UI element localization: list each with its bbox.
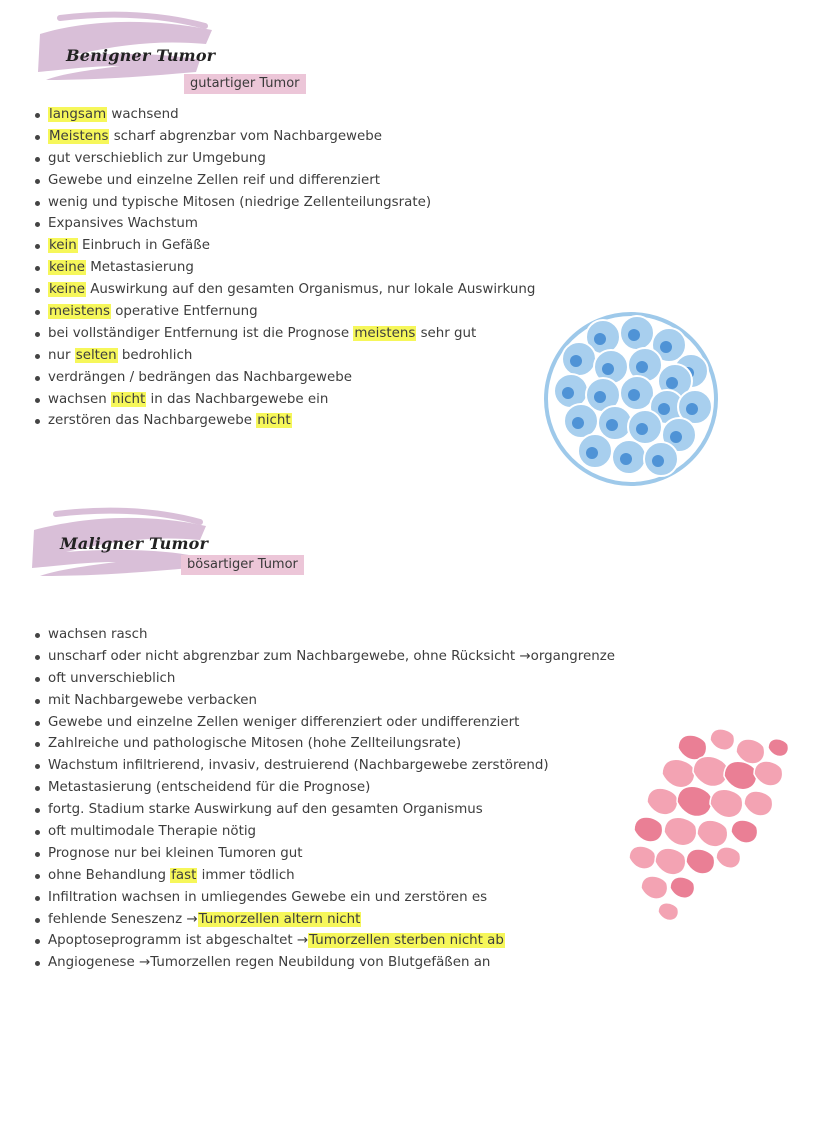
point-text: Gewebe und einzelne Zellen reif und differenziert [48, 172, 381, 188]
tumor-cell [744, 791, 773, 816]
benign-cell-nucleus [602, 363, 614, 375]
point-text: Gewebe und einzelne Zellen weniger differenziert oder undifferenziert [48, 714, 520, 730]
benign-point [32, 148, 535, 170]
highlighted-text: nicht [257, 413, 291, 429]
malignant-point [32, 777, 615, 799]
tumor-cell [693, 756, 728, 786]
malignant-point [32, 821, 615, 843]
malignant-point [32, 843, 615, 865]
highlighted-text: Tumorzellen sterben nicht ab [309, 933, 504, 949]
highlighted-text: keine [49, 260, 85, 276]
benign-point [32, 301, 535, 323]
point-text: ohne Behandlung [48, 867, 171, 883]
highlighted-text: meistens [49, 304, 110, 320]
point-text: bedrohlich [117, 347, 193, 363]
point-text: mit Nachbargewebe verbacken [48, 692, 257, 708]
highlighted-text: nicht [111, 391, 146, 407]
benign-cell-nucleus [586, 447, 598, 459]
benign-point [32, 257, 535, 279]
point-text: unscharf oder nicht abgrenzbar zum Nachbargewebe, ohne Rücksicht →organgrenze [48, 648, 616, 664]
malignant-point [32, 799, 615, 821]
malignant-point [32, 646, 615, 668]
malignant-points-list [32, 624, 615, 974]
point-text: fortg. Stadium starke Auswirkung auf den gesamten Organismus [48, 802, 483, 818]
tumor-cell [754, 761, 783, 786]
malignant-tissue-icon [618, 728, 798, 928]
malignant-point [32, 865, 615, 887]
tumor-cell [634, 817, 663, 842]
malignant-point [32, 755, 615, 777]
tumor-cell [655, 848, 686, 875]
tumor-cell [677, 786, 712, 816]
tumor-cell [670, 877, 695, 898]
point-text: verdrängen / bedrängen das Nachbargewebe [48, 369, 352, 385]
tumor-cell [697, 820, 728, 847]
highlighted-text: Meistens [49, 128, 109, 144]
point-text: gut verschieblich zur Umgebung [48, 150, 266, 166]
tumor-cell [710, 789, 743, 817]
benign-cell-cluster-icon [541, 309, 721, 489]
point-text: wachsen [48, 391, 111, 407]
benign-title: Benigner Tumor [66, 46, 216, 65]
tumor-cell [716, 847, 741, 868]
benign-cell-nucleus [636, 361, 648, 373]
point-text: Auswirkung auf den gesamten Organismus, nur lokale Auswirkung [85, 282, 536, 298]
highlighted-text: meistens [354, 325, 416, 341]
benign-cell-nucleus [670, 431, 682, 443]
benign-point [32, 170, 535, 192]
malignant-subtitle: bösartiger Tumor [181, 555, 304, 575]
benign-subtitle: gutartiger Tumor [184, 74, 306, 94]
highlighted-text: selten [75, 347, 117, 363]
point-text: fehlende Seneszenz → [48, 911, 198, 927]
tumor-cell [686, 849, 715, 874]
point-text: bei vollständiger Entfernung ist die Prognose [48, 325, 354, 341]
point-text: Prognose nur bei kleinen Tumoren gut [48, 845, 303, 861]
benign-cell-nucleus [570, 355, 582, 367]
point-text: wachsend [107, 107, 179, 122]
point-text: scharf abgrenzbar vom Nachbargewebe [109, 128, 382, 144]
malignant-point [32, 887, 615, 909]
point-text: Angiogenese →Tumorzellen regen Neubildung von Blutgefäßen an [48, 955, 491, 971]
benign-cell-nucleus [594, 391, 606, 403]
malignant-point [32, 712, 615, 734]
benign-cell-nucleus [572, 417, 584, 429]
highlighted-text: langsam [49, 107, 107, 122]
point-text: Expansives Wachstum [48, 216, 198, 232]
benign-cell-nucleus [666, 377, 678, 389]
tumor-cell [662, 759, 695, 787]
highlighted-text: kein [49, 238, 77, 254]
point-text: Zahlreiche und pathologische Mitosen (hohe Zellteilungsrate) [48, 736, 462, 752]
point-text: Apoptoseprogramm ist abgeschaltet → [48, 933, 309, 949]
highlighted-text: keine [49, 282, 85, 298]
benign-point [32, 367, 535, 389]
benign-cell-nucleus [658, 403, 670, 415]
malignant-point [32, 930, 615, 952]
tumor-cell [678, 735, 707, 760]
point-text: wenig und typische Mitosen (niedrige Zellenteilungsrate) [48, 194, 432, 210]
point-text: Infiltration wachsen in umliegendes Gewebe ein und zerstören es [48, 889, 488, 905]
point-text: Metastasierung (entscheidend für die Prognose) [48, 780, 371, 796]
tumor-cell [731, 820, 758, 843]
benign-cell-nucleus [620, 453, 632, 465]
benign-cell-nucleus [594, 333, 606, 345]
point-text: Metastasierung [85, 260, 194, 276]
tumor-cell [641, 876, 668, 899]
malignant-title: Maligner Tumor [60, 534, 209, 553]
benign-point [32, 126, 535, 148]
malignant-point [32, 690, 615, 712]
benign-point [32, 279, 535, 301]
point-text: nur [48, 347, 75, 363]
tumor-cell [664, 817, 697, 845]
tumor-cell [647, 788, 678, 815]
point-text: in das Nachbargewebe ein [146, 391, 329, 407]
tumor-cell [658, 903, 678, 921]
benign-point [32, 345, 535, 367]
point-text: Wachstum infiltrierend, invasiv, destruierend (Nachbargewebe zerstörend) [48, 758, 549, 774]
benign-point [32, 410, 535, 432]
malignant-point [32, 952, 615, 974]
benign-cell-nucleus [652, 455, 664, 467]
point-text: zerstören das Nachbargewebe [48, 413, 257, 429]
benign-point [32, 213, 535, 235]
tumor-cell [629, 846, 656, 869]
point-text: operative Entfernung [110, 304, 258, 320]
malignant-point [32, 668, 615, 690]
benign-cell-nucleus [628, 389, 640, 401]
benign-cell-nucleus [628, 329, 640, 341]
highlighted-text: fast [171, 867, 197, 883]
benign-cell-nucleus [686, 403, 698, 415]
benign-cell-nucleus [636, 423, 648, 435]
benign-points-list [32, 104, 535, 432]
benign-point [32, 192, 535, 214]
point-text: Einbruch in Gefäße [77, 238, 210, 254]
point-text: immer tödlich [197, 867, 295, 883]
malignant-point [32, 909, 615, 931]
point-text: oft unverschieblich [48, 670, 176, 686]
benign-cell-nucleus [660, 341, 672, 353]
malignant-point [32, 624, 615, 646]
benign-point [32, 323, 535, 345]
tumor-cell [768, 739, 788, 757]
benign-point [32, 104, 535, 126]
tumor-cell [736, 739, 765, 764]
benign-point [32, 389, 535, 411]
benign-cell-nucleus [606, 419, 618, 431]
point-text: oft multimodale Therapie nötig [48, 824, 257, 840]
tumor-cell [724, 761, 757, 789]
benign-cell-nucleus [562, 387, 574, 399]
highlighted-text: Tumorzellen altern nicht [198, 911, 361, 927]
malignant-point [32, 733, 615, 755]
benign-point [32, 235, 535, 257]
tumor-cell [710, 729, 735, 750]
point-text: sehr gut [416, 325, 477, 341]
point-text: wachsen rasch [48, 627, 148, 642]
